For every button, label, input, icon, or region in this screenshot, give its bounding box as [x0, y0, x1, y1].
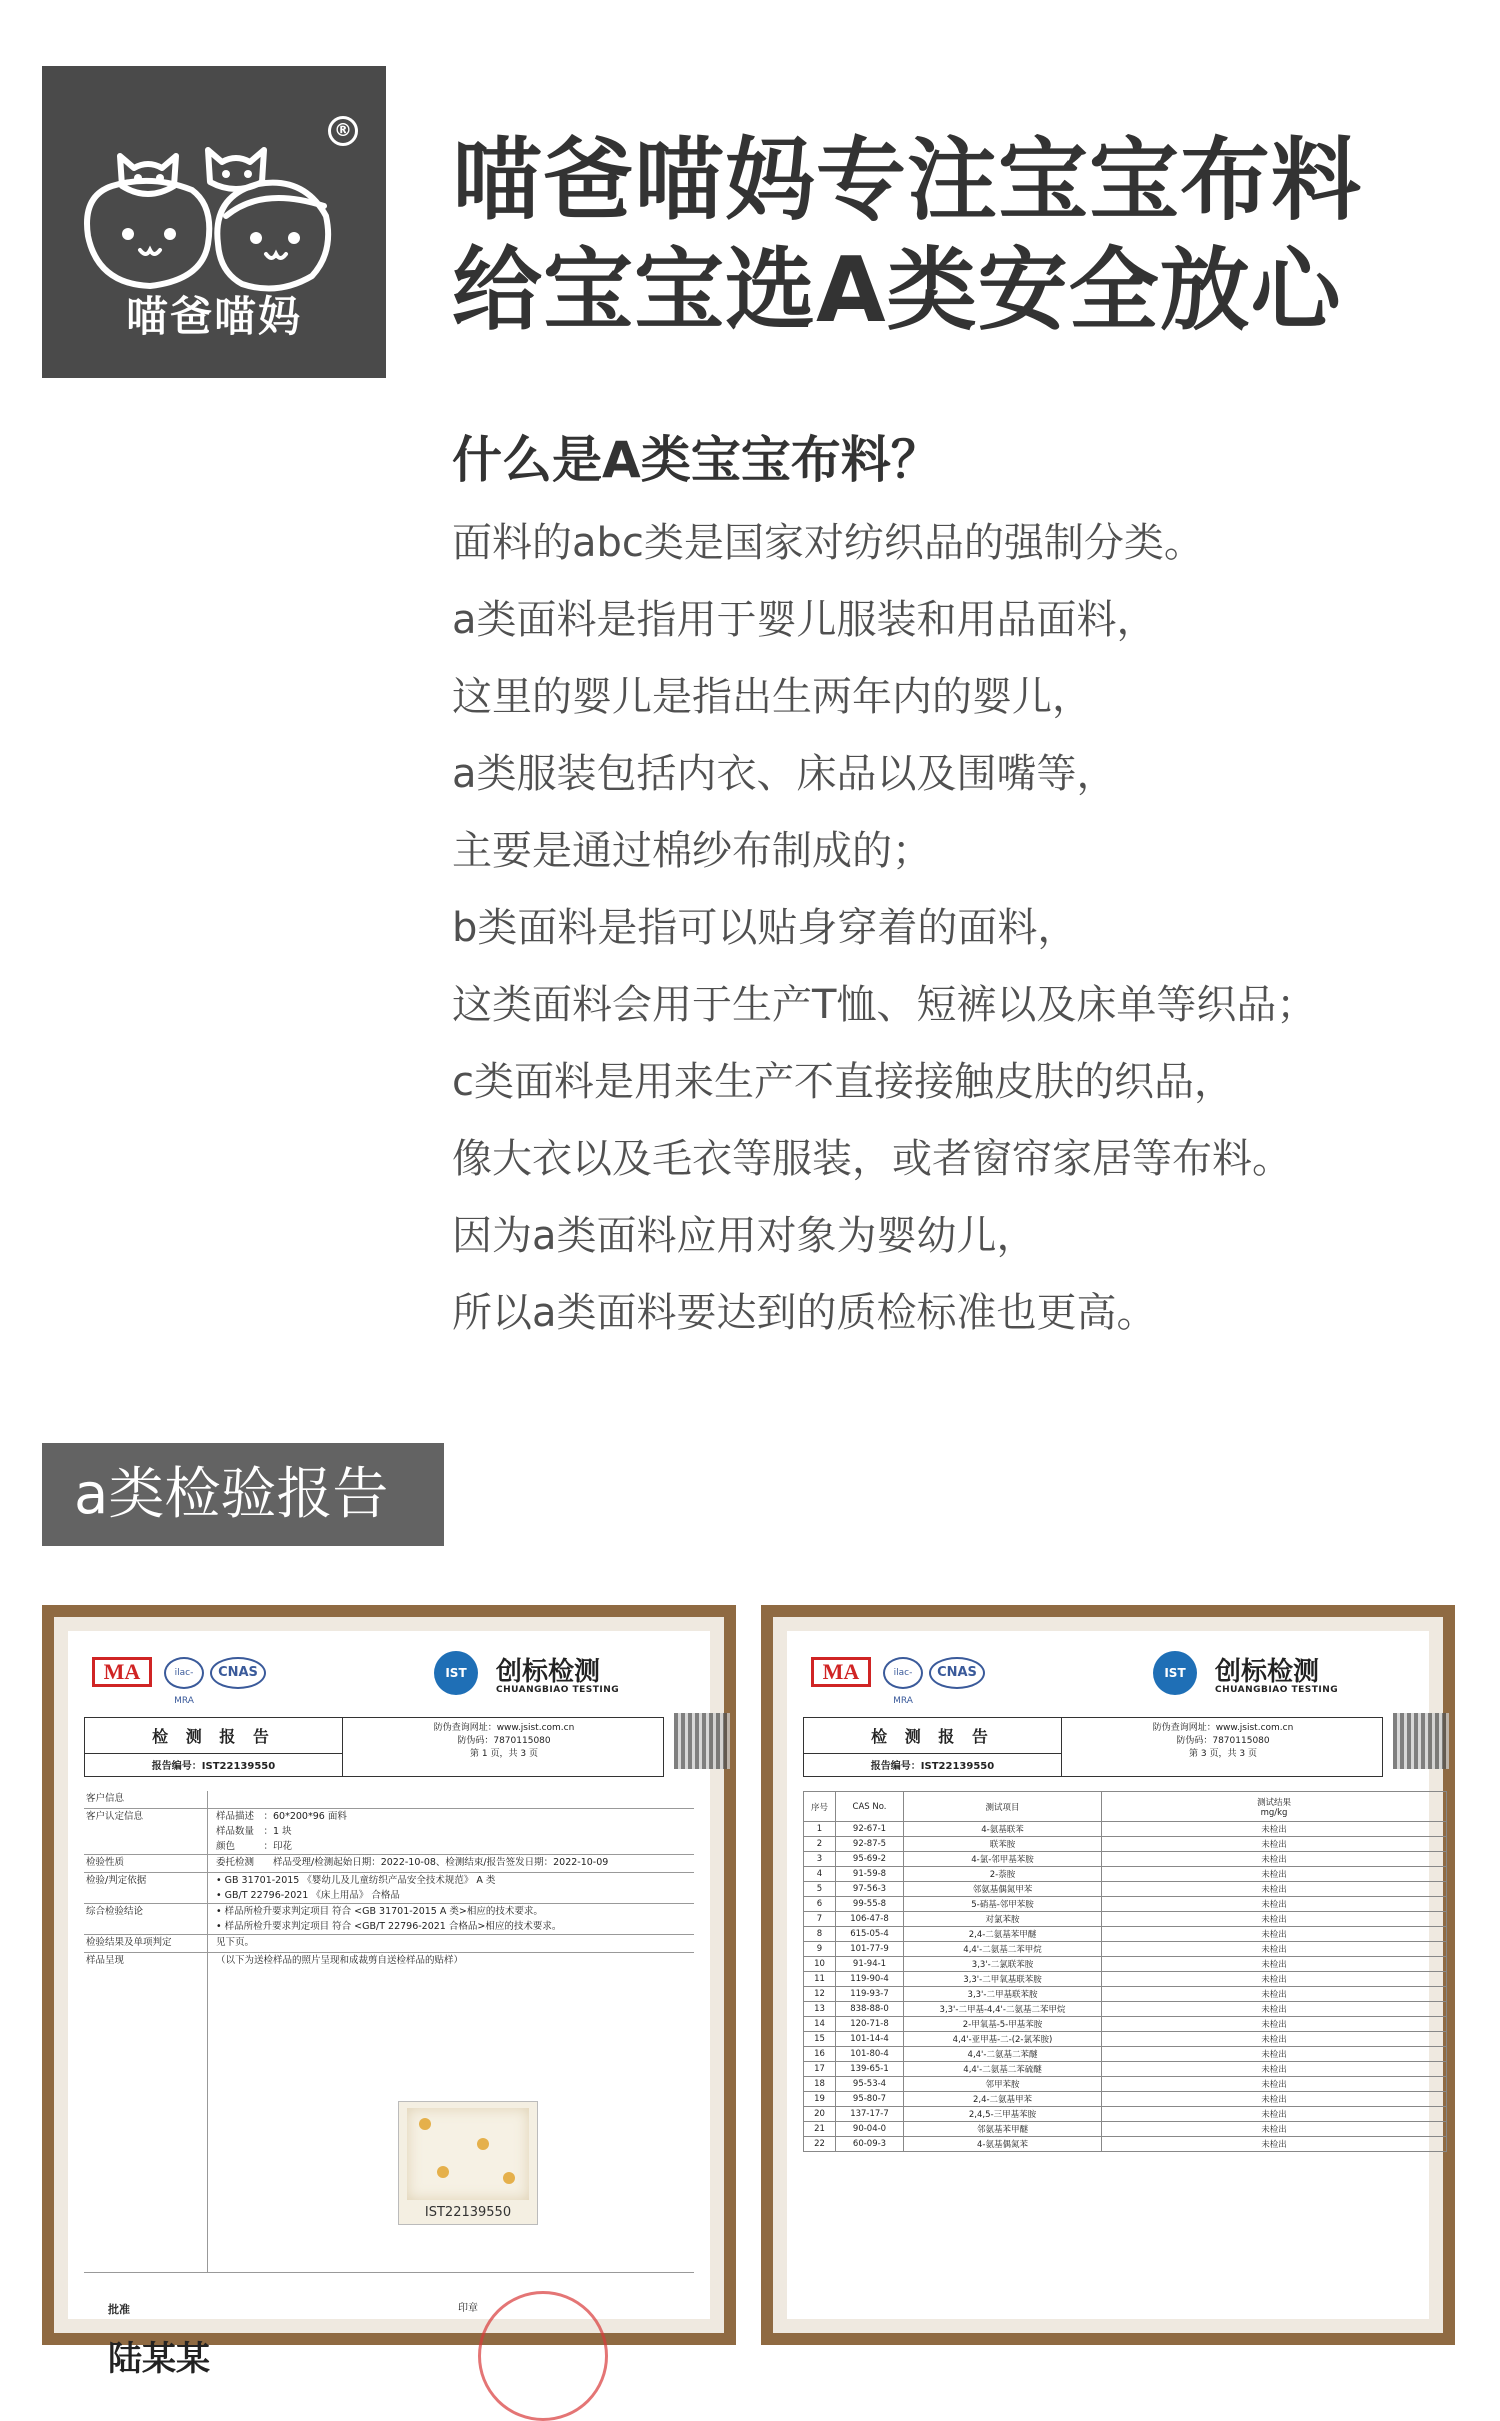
table-cell: 101-80-4: [836, 2047, 904, 2062]
table-cell: 未检出: [1102, 1852, 1447, 1867]
certificate-frame-right: [761, 1605, 1455, 2345]
table-row: [804, 2017, 1447, 2032]
table-cell: 未检出: [1102, 1987, 1447, 2002]
table-cell: 邻氨基苯甲醚: [904, 2122, 1102, 2137]
table-cell: 615-05-4: [836, 1927, 904, 1942]
body-line: 这里的婴儿是指出生两年内的婴儿，: [452, 674, 1092, 720]
col-header: 序号: [804, 1792, 836, 1822]
table-cell: 90-04-0: [836, 2122, 904, 2137]
table-cell: 邻甲苯胺: [904, 2077, 1102, 2092]
table-cell: 未检出: [1102, 1897, 1447, 1912]
table-cell: 95-69-2: [836, 1852, 904, 1867]
table-cell: 106-47-8: [836, 1912, 904, 1927]
table-cell: 4,4'-亚甲基-二-(2-氯苯胺): [904, 2032, 1102, 2047]
table-cell: 4-氨基偶氮苯: [904, 2137, 1102, 2152]
lab-name-en: CHUANGBIAO TESTING: [496, 1685, 620, 1695]
sample-id: IST22139550: [424, 2205, 512, 2220]
table-cell: 119-90-4: [836, 1972, 904, 1987]
ma-logo: MA: [811, 1657, 871, 1687]
table-cell: 3: [804, 1852, 836, 1867]
report-number: 报告编号：IST22139550: [85, 1753, 342, 1772]
table-cell: 92-87-5: [836, 1837, 904, 1852]
table-cell: 未检出: [1102, 2047, 1447, 2062]
table-cell: 17: [804, 2062, 836, 2077]
table-cell: 97-56-3: [836, 1882, 904, 1897]
table-cell: 邻氨基偶氮甲苯: [904, 1882, 1102, 1897]
page-indicator: 第 3 页，共 3 页: [1189, 1749, 1257, 1759]
table-cell: 16: [804, 2047, 836, 2062]
page-indicator: 第 1 页，共 3 页: [470, 1749, 538, 1759]
lab-name: 创标检测: [1215, 1657, 1320, 1687]
body-line: 这类面料会用于生产T恤、短裤以及床单等织品；: [452, 982, 1317, 1028]
table-row: 综合检验结论 • 样品所检升要求判定项目 符合 <GB 31701-2015 A 类>相应的技术要求。 • 样品所检升要求判定项目 符合 <GB/T 22796-2021 合格品>相应的技术要求。: [84, 1904, 694, 1935]
cnas-logo: CNAS: [929, 1657, 985, 1689]
table-cell: 4-氨基联苯: [904, 1822, 1102, 1837]
cert-header: [84, 1651, 694, 1706]
table-row: [804, 1927, 1447, 1942]
headline: [452, 126, 1362, 346]
cert-header: [803, 1651, 1413, 1706]
table-cell: 未检出: [1102, 1867, 1447, 1882]
table-cell: 95-53-4: [836, 2077, 904, 2092]
section-title: a类检验报告: [42, 1443, 444, 1546]
table-cell: 未检出: [1102, 1972, 1447, 1987]
registered-mark: ®: [328, 116, 358, 146]
lab-name-en: CHUANGBIAO TESTING: [1215, 1685, 1339, 1695]
query-code: 防伪码：7870115080: [1176, 1736, 1270, 1746]
certificate-sheet-left: [68, 1631, 710, 2379]
table-cell: 838-88-0: [836, 2002, 904, 2017]
table-cell: 19: [804, 2092, 836, 2107]
col-header: 测试结果 mg/kg: [1102, 1792, 1447, 1822]
table-cell: 未检出: [1102, 2122, 1447, 2137]
body-line: 因为a类面料应用对象为婴幼儿，: [452, 1213, 1037, 1259]
table-cell: 7: [804, 1912, 836, 1927]
table-row: [804, 1837, 1447, 1852]
table-row: [804, 2122, 1447, 2137]
table-cell: 4: [804, 1867, 836, 1882]
report-info-table: [84, 1791, 694, 2273]
table-row: [804, 2077, 1447, 2092]
ist-logo: IST: [434, 1651, 478, 1695]
table-cell: 21: [804, 2122, 836, 2137]
table-cell: 11: [804, 1972, 836, 1987]
body-line: c类面料是用来生产不直接接触皮肤的织品，: [452, 1059, 1234, 1105]
table-cell: 92-67-1: [836, 1822, 904, 1837]
table-cell: 8: [804, 1927, 836, 1942]
certificate-frame-left: [42, 1605, 736, 2379]
table-cell: 3,3'-二甲基联苯胺: [904, 1987, 1102, 2002]
approver-signature: 陆某某: [108, 2339, 210, 2379]
body-line: a类服装包括内衣、床品以及围嘴等，: [452, 751, 1117, 797]
table-cell: 99-55-8: [836, 1897, 904, 1912]
table-cell: 2-萘胺: [904, 1867, 1102, 1882]
table-row: [804, 1912, 1447, 1927]
table-cell: 未检出: [1102, 2077, 1447, 2092]
table-row: [804, 1852, 1447, 1867]
report-number: 报告编号：IST22139550: [804, 1753, 1061, 1772]
report-box: [84, 1717, 664, 1777]
cat-faces-icon: [42, 66, 386, 306]
table-cell: 2,4-二氨基甲苯: [904, 2092, 1102, 2107]
table-cell: 139-65-1: [836, 2062, 904, 2077]
approve-label: 批准: [108, 2303, 130, 2316]
table-row: [804, 1942, 1447, 1957]
sample-photo: [398, 2101, 538, 2225]
table-cell: 15: [804, 2032, 836, 2047]
ilac-logo: ilac-MRA: [164, 1657, 204, 1689]
ma-logo: MA: [92, 1657, 152, 1687]
table-cell: 119-93-7: [836, 1987, 904, 2002]
table-cell: 91-59-8: [836, 1867, 904, 1882]
table-cell: 未检出: [1102, 1882, 1447, 1897]
table-row: [804, 2002, 1447, 2017]
table-cell: 10: [804, 1957, 836, 1972]
report-box: [803, 1717, 1383, 1777]
table-cell: 5: [804, 1882, 836, 1897]
table-row: [804, 1972, 1447, 1987]
table-row: [804, 1897, 1447, 1912]
table-cell: 未检出: [1102, 2137, 1447, 2152]
table-row: [804, 2032, 1447, 2047]
table-cell: 20: [804, 2107, 836, 2122]
table-cell: 未检出: [1102, 1912, 1447, 1927]
table-cell: 12: [804, 1987, 836, 2002]
table-cell: 4-氯-邻甲基苯胺: [904, 1852, 1102, 1867]
table-cell: 未检出: [1102, 1942, 1447, 1957]
table-row: [804, 1822, 1447, 1837]
table-cell: 91-94-1: [836, 1957, 904, 1972]
table-cell: 14: [804, 2017, 836, 2032]
cnas-logo: CNAS: [210, 1657, 266, 1689]
report-title: 检 测 报 告: [152, 1727, 275, 1746]
table-row: 客户信息: [84, 1791, 694, 1809]
body-text: [452, 505, 1316, 1352]
table-cell: 2,4-二氨基苯甲醚: [904, 1927, 1102, 1942]
body-line: 主要是通过棉纱布制成的；: [452, 828, 932, 874]
table-cell: 2: [804, 1837, 836, 1852]
table-cell: 3,3'-二氯联苯胺: [904, 1957, 1102, 1972]
table-row: [804, 1867, 1447, 1882]
table-cell: 4,4'-二氨基二苯甲烷: [904, 1942, 1102, 1957]
red-seal-icon: [478, 2291, 608, 2421]
table-row: [804, 2107, 1447, 2122]
table-cell: 4,4'-二氨基二苯硫醚: [904, 2062, 1102, 2077]
table-cell: 22: [804, 2137, 836, 2152]
table-row: [804, 1987, 1447, 2002]
table-header-row: [804, 1792, 1447, 1822]
table-cell: 未检出: [1102, 1957, 1447, 1972]
query-code: 防伪码：7870115080: [457, 1736, 551, 1746]
table-row: [804, 2062, 1447, 2077]
table-cell: 未检出: [1102, 2062, 1447, 2077]
seal-label: 印章: [458, 2303, 478, 2314]
table-cell: 2,4,5-三甲基苯胺: [904, 2107, 1102, 2122]
certificate-sheet-right: [787, 1631, 1429, 2319]
table-cell: 5-硝基-邻甲苯胺: [904, 1897, 1102, 1912]
ist-logo: IST: [1153, 1651, 1197, 1695]
table-cell: 未检出: [1102, 1927, 1447, 1942]
body-line: 像大衣以及毛衣等服装，或者窗帘家居等布料。: [452, 1136, 1292, 1182]
qr-code-icon: [674, 1713, 730, 1769]
table-cell: 3,3'-二甲基-4,4'-二氨基二苯甲烷: [904, 2002, 1102, 2017]
qr-code-icon: [1393, 1713, 1449, 1769]
table-cell: 未检出: [1102, 2002, 1447, 2017]
table-row: 客户认定信息 样品描述 ：60*200*96 面料 样品数量 ：1 块 颜色 ：印花: [84, 1809, 694, 1855]
table-cell: 101-77-9: [836, 1942, 904, 1957]
query-site: 防伪查询网址：www.jsist.com.cn: [1152, 1723, 1294, 1733]
body-line: a类面料是指用于婴儿服装和用品面料，: [452, 597, 1157, 643]
table-cell: 120-71-8: [836, 2017, 904, 2032]
table-row: [804, 1957, 1447, 1972]
table-row: 检验结果及单项判定 见下页。: [84, 1935, 694, 1953]
table-cell: 18: [804, 2077, 836, 2092]
table-cell: 未检出: [1102, 2032, 1447, 2047]
table-cell: 95-80-7: [836, 2092, 904, 2107]
question-title: 什么是A类宝宝布料？: [452, 431, 941, 489]
headline-line-2: 给宝宝选A类安全放心: [452, 238, 1342, 343]
table-cell: 1: [804, 1822, 836, 1837]
lab-name: 创标检测: [496, 1657, 601, 1687]
query-site: 防伪查询网址：www.jsist.com.cn: [433, 1723, 575, 1733]
brand-logo: [42, 66, 386, 378]
table-cell: 13: [804, 2002, 836, 2017]
table-cell: 对氯苯胺: [904, 1912, 1102, 1927]
table-cell: 60-09-3: [836, 2137, 904, 2152]
table-cell: 6: [804, 1897, 836, 1912]
table-cell: 未检出: [1102, 2107, 1447, 2122]
table-cell: 3,3'-二甲氧基联苯胺: [904, 1972, 1102, 1987]
body-line: b类面料是指可以贴身穿着的面料，: [452, 905, 1078, 951]
table-row: [804, 1882, 1447, 1897]
brand-name: 喵爸喵妈: [125, 292, 302, 341]
table-cell: 137-17-7: [836, 2107, 904, 2122]
body-line: 所以a类面料要达到的质检标准也更高。: [452, 1290, 1157, 1336]
table-cell: 未检出: [1102, 2017, 1447, 2032]
table-cell: 2-甲氧基-5-甲基苯胺: [904, 2017, 1102, 2032]
table-cell: 4,4'-二氨基二苯醚: [904, 2047, 1102, 2062]
table-row: [804, 2137, 1447, 2152]
table-row: 检验/判定依据 • GB 31701-2015 《婴幼儿及儿童纺织产品安全技术规范》 A 类 • GB/T 22796-2021 《床上用品》 合格品: [84, 1873, 694, 1904]
test-results-table: [803, 1791, 1447, 2152]
headline-line-1: 喵爸喵妈专注宝宝布料: [452, 128, 1362, 233]
table-cell: 9: [804, 1942, 836, 1957]
ilac-logo: ilac-MRA: [883, 1657, 923, 1689]
table-row: [804, 2092, 1447, 2107]
table-row: [804, 2047, 1447, 2062]
table-cell: 未检出: [1102, 1822, 1447, 1837]
col-header: 测试项目: [904, 1792, 1102, 1822]
table-cell: 未检出: [1102, 1837, 1447, 1852]
table-row: 样品呈现 （以下为送检样品的照片呈现和成裁剪自送检样品的贴样）: [84, 1953, 694, 2273]
table-cell: 未检出: [1102, 2092, 1447, 2107]
table-row: 检验性质 委托检测 样品受理/检测起始日期：2022-10-08、检测结束/报告签发日期：2022-10-09: [84, 1855, 694, 1873]
col-header: CAS No.: [836, 1792, 904, 1822]
table-cell: 101-14-4: [836, 2032, 904, 2047]
table-cell: 联苯胺: [904, 1837, 1102, 1852]
body-line: 面料的abc类是国家对纺织品的强制分类。: [452, 520, 1204, 566]
report-title: 检 测 报 告: [871, 1727, 994, 1746]
